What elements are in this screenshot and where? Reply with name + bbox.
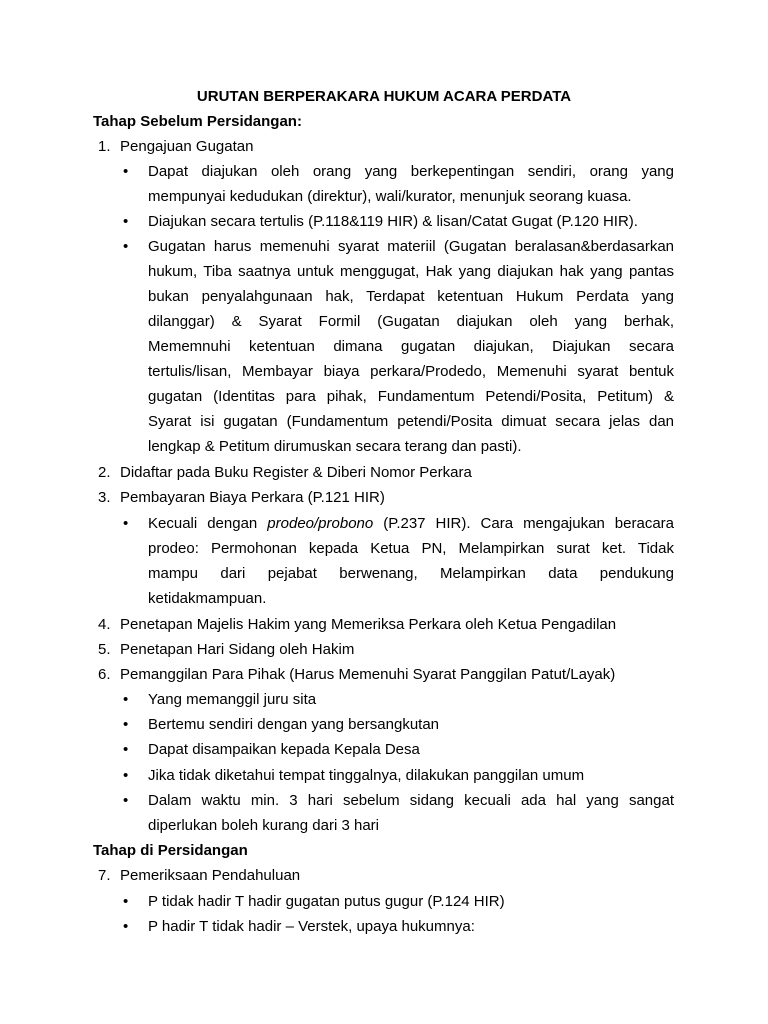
list-number: 3. — [98, 489, 111, 506]
bullet-icon: • — [123, 767, 129, 784]
bullet-icon: • — [123, 792, 129, 809]
bullet-text: Kecuali dengan prodeo/probono (P.237 HIR). Cara mengajukan beracara prodeo: Permohonan kepada Ketua PN, Melampirkan surat ket. Tidak mampu dari pejabat berwenang, Melampirkan data pendukung ketidakmampuan. — [148, 515, 675, 607]
bullet-text: Yang memanggil juru sita — [148, 691, 317, 708]
list-item-label: Pemanggilan Para Pihak (Harus Memenuhi Syarat Panggilan Patut/Layak) — [120, 666, 616, 683]
bullet-text: Jika tidak diketahui tempat tinggalnya, dilakukan panggilan umum — [148, 767, 585, 784]
list-number: 6. — [98, 666, 111, 683]
bullet-text: P tidak hadir T hadir gugatan putus gugur (P.124 HIR) — [148, 893, 505, 910]
bullet-text: Gugatan harus memenuhi syarat materiil (Gugatan beralasan&berdasarkan hukum, Tiba saatnya untuk menggugat, Hak yang diajukan hak yang pantas bukan penyalahgunaan hak, Terdapat ketentuan Hukum Perdata yang dilanggar) & Syarat Formil (Gugatan diajukan oleh yang berhak, Mememnuhi ketentuan dimana gugatan diajukan, Diajukan secara tertulis/lisan, Membayar biaya perkara/Prodedo, Memenuhi syarat bentuk gugatan (Identitas para pihak, Fundamentum Petendi/Posita, Petitum) & Syarat isi gugatan (Fundamentum petendi/Posita dimuat secara jelas dan lengkap & Petitum dirumuskan secara terang dan pasti). — [148, 238, 674, 455]
bullet-icon: • — [123, 893, 129, 910]
bullet-text: Dapat diajukan oleh orang yang berkepentingan sendiri, orang yang mempunyai kedudukan (direktur), wali/kurator, menunjuk seorang kuasa. — [148, 163, 674, 205]
bullet-icon: • — [123, 741, 129, 758]
bullet-icon: • — [123, 691, 129, 708]
bullet-icon: • — [123, 238, 129, 255]
bullet-text: Bertemu sendiri dengan yang bersangkutan — [148, 716, 440, 733]
section-heading-pre-trial: Tahap Sebelum Persidangan: — [93, 113, 302, 130]
page-title: URUTAN BERPERAKARA HUKUM ACARA PERDATA — [196, 88, 572, 105]
list-number: 5. — [98, 641, 111, 658]
bullet-text: P hadir T tidak hadir – Verstek, upaya hukumnya: — [148, 918, 475, 935]
bullet-icon: • — [123, 716, 129, 733]
bullet-text: Diajukan secara tertulis (P.118&119 HIR) & lisan/Catat Gugat (P.120 HIR). — [148, 213, 638, 230]
bullet-icon: • — [123, 213, 129, 230]
bullet-icon: • — [123, 918, 129, 935]
section-heading-trial: Tahap di Persidangan — [93, 842, 248, 859]
list-item-label: Penetapan Hari Sidang oleh Hakim — [120, 641, 355, 658]
bullet-text: Dapat disampaikan kepada Kepala Desa — [148, 741, 420, 758]
list-item-label: Didaftar pada Buku Register & Diberi Nomor Perkara — [120, 464, 472, 481]
list-number: 1. — [98, 138, 111, 155]
bullet-icon: • — [123, 163, 129, 180]
list-number: 4. — [98, 616, 111, 633]
list-item-label: Pemeriksaan Pendahuluan — [120, 867, 301, 884]
bullet-text: Dalam waktu min. 3 hari sebelum sidang kecuali ada hal yang sangat diperlukan boleh kurang dari 3 hari — [148, 792, 674, 834]
list-number: 2. — [98, 464, 111, 481]
list-number: 7. — [98, 867, 111, 884]
bullet-icon: • — [123, 515, 129, 532]
list-item-label: Penetapan Majelis Hakim yang Memeriksa Perkara oleh Ketua Pengadilan — [120, 616, 617, 633]
emphasis-text: prodeo/probono — [267, 515, 374, 532]
list-item-label: Pengajuan Gugatan — [120, 138, 254, 155]
list-item-label: Pembayaran Biaya Perkara (P.121 HIR) — [120, 489, 385, 506]
